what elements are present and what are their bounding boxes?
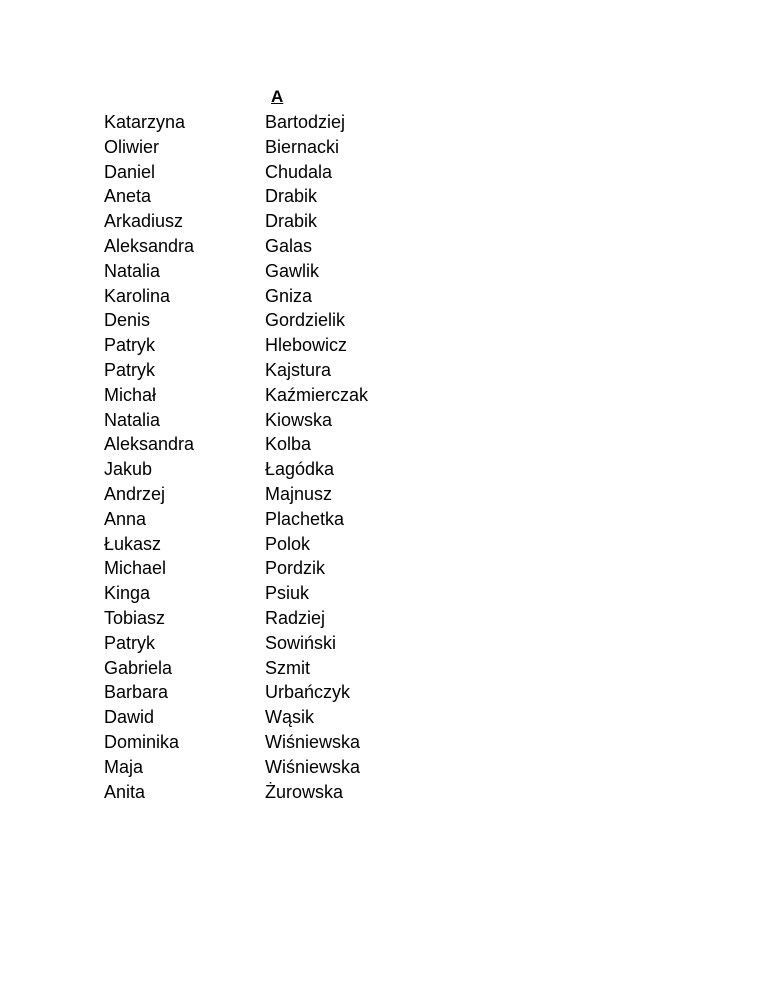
student-first-name: Gabriela: [104, 657, 173, 678]
student-last-name: Galas: [265, 235, 313, 256]
student-row: [104, 184, 465, 209]
student-row: [104, 110, 465, 135]
student-row: [104, 680, 465, 705]
student-list: [104, 110, 465, 804]
student-last-name: Bartodziej: [265, 112, 346, 132]
student-first-name: Karolina: [104, 285, 171, 306]
student-row: [104, 358, 465, 383]
student-last-name: Kajstura: [265, 359, 332, 380]
student-row: [104, 457, 465, 482]
student-row: [104, 656, 465, 681]
student-last-name: Sowiński: [265, 632, 337, 653]
student-last-name: Gniza: [265, 285, 313, 306]
student-last-name: Hlebowicz: [265, 335, 348, 356]
student-last-name: Wiśniewska: [265, 731, 361, 752]
student-first-name: Patryk: [104, 335, 156, 356]
student-last-name: Majnusz: [265, 483, 333, 504]
student-row: [104, 135, 465, 160]
student-last-name: Szmit: [265, 657, 310, 678]
student-first-name: Dominika: [104, 731, 180, 752]
student-last-name: Biernacki: [265, 136, 340, 157]
student-first-name: Katarzyna: [104, 112, 186, 132]
student-last-name: Psiuk: [265, 583, 310, 604]
student-row: [104, 507, 465, 532]
student-row: [104, 408, 465, 433]
student-row: [104, 333, 465, 358]
student-first-name: Aleksandra: [104, 235, 195, 256]
student-last-name: Żurowska: [265, 781, 344, 802]
student-row: [104, 259, 465, 284]
student-first-name: Denis: [104, 310, 151, 331]
student-first-name: Natalia: [104, 409, 161, 430]
student-row: [104, 532, 465, 557]
student-first-name: Dawid: [104, 707, 155, 728]
student-last-name: Radziej: [265, 607, 326, 628]
student-row: [104, 234, 465, 259]
student-first-name: Oliwier: [104, 136, 160, 157]
student-last-name: Pordzik: [265, 558, 326, 579]
student-row: [104, 284, 465, 309]
student-last-name: Chudala: [265, 161, 333, 182]
student-first-name: Michael: [104, 558, 167, 579]
student-row: [104, 730, 465, 755]
student-row: [104, 581, 465, 606]
student-first-name: Kinga: [104, 583, 151, 604]
student-first-name: Michał: [104, 384, 157, 405]
student-first-name: Daniel: [104, 161, 156, 182]
student-first-name: Łukasz: [104, 533, 162, 554]
student-row: [104, 482, 465, 507]
student-row: [104, 705, 465, 730]
student-row: [104, 383, 465, 408]
student-row: [104, 209, 465, 234]
student-row: [104, 308, 465, 333]
student-last-name: Kaźmierczak: [265, 384, 369, 405]
student-first-name: Jakub: [104, 459, 153, 480]
student-last-name: Gordzielik: [265, 310, 346, 331]
student-first-name: Arkadiusz: [104, 211, 184, 232]
student-first-name: Barbara: [104, 682, 169, 703]
student-row: [104, 160, 465, 185]
student-first-name: Patryk: [104, 632, 156, 653]
student-first-name: Maja: [104, 756, 144, 777]
student-last-name: Kolba: [265, 434, 312, 455]
student-last-name: Plachetka: [265, 508, 345, 529]
student-last-name: Wąsik: [265, 707, 314, 728]
student-first-name: Tobiasz: [104, 607, 166, 628]
student-first-name: Andrzej: [104, 483, 166, 504]
student-first-name: Aleksandra: [104, 434, 195, 455]
student-last-name: Wiśniewska: [265, 756, 361, 777]
student-first-name: Natalia: [104, 260, 161, 281]
student-row: [104, 755, 465, 780]
student-last-name: Drabik: [265, 211, 318, 232]
student-last-name: Łagódka: [265, 459, 335, 480]
student-row: [104, 780, 465, 805]
student-last-name: Kiowska: [265, 409, 333, 430]
student-first-name: Aneta: [104, 186, 152, 207]
student-row: [104, 556, 465, 581]
student-first-name: Anita: [104, 781, 146, 802]
student-first-name: Patryk: [104, 359, 156, 380]
student-last-name: Drabik: [265, 186, 318, 207]
student-last-name: Urbańczyk: [265, 682, 351, 703]
student-last-name: Polok: [265, 533, 311, 554]
student-first-name: Anna: [104, 508, 147, 529]
student-row: [104, 631, 465, 656]
student-row: [104, 606, 465, 631]
student-row: [104, 432, 465, 457]
student-last-name: Gawlik: [265, 260, 320, 281]
class-heading: A: [271, 87, 284, 106]
